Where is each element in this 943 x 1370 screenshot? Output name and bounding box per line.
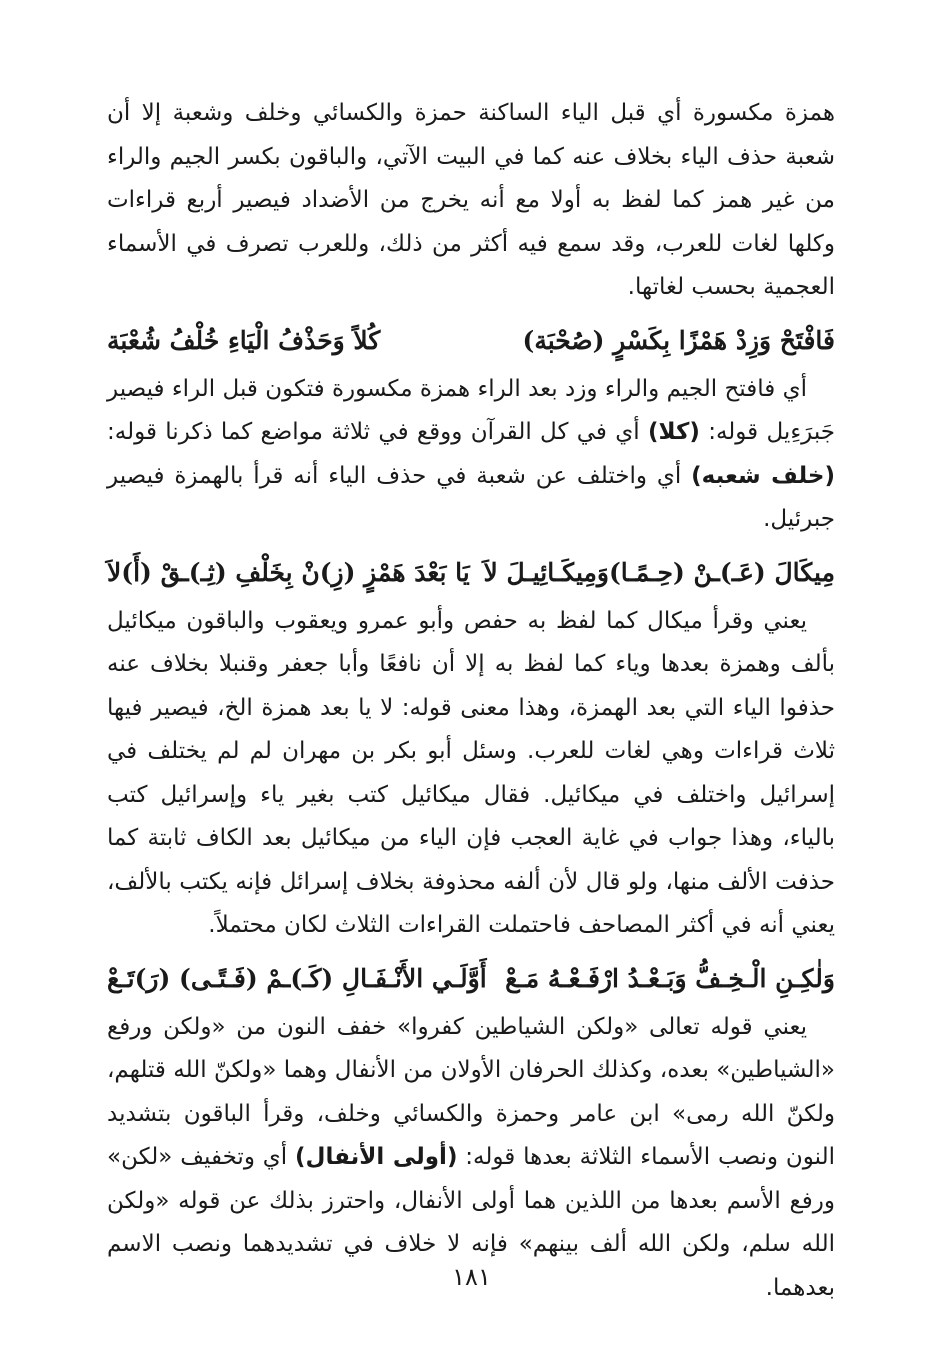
paragraph-2-term-1: (كلا) bbox=[648, 419, 700, 445]
paragraph-2-text-2: أي في كل القرآن ووقع في ثلاثة مواضع كما ذكرنا قوله: bbox=[107, 419, 648, 445]
paragraph-2-text-3: أي واختلف عن شعبة في حذف الياء أنه قرأ بالهمزة فيصير جبرئيل. bbox=[107, 462, 835, 532]
verse-3-first-hemistich: وَلٰكِـنِ الْـخِـفُّ وَبَـعْـدُ ارْفَـعْـهُ مَـعْ bbox=[505, 963, 835, 993]
paragraph-4-term-1: (أولى الأنفال) bbox=[295, 1144, 458, 1170]
poem-verse-3 bbox=[107, 957, 835, 1001]
poem-verse-2 bbox=[107, 551, 835, 595]
verse-2-second-hemistich: يَا بَعْدَ هَمْزٍ (زِ)نْ بِخَلْفِ (ثِـ)ـقْ (أَ)لاَ bbox=[107, 557, 470, 587]
verse-1-first-hemistich: فَافْتَحْ وَزِدْ هَمْزًا بِكَسْرٍ (صُحْبَة) bbox=[522, 325, 835, 355]
paragraph-4-text-1: يعني قوله تعالى «ولكن الشياطين كفروا» خفف النون من «ولكن ورفع «الشياطين» بعده، وكذلك الحرفان الأولان من الأنفال وهما «ولكنّ الله قتلهم، ولكنّ الله رمى» ابن عامر وحمزة والكسائي وخلف، وقرأ الباقون بتشديد النون ونصب الأسماء الثلاثة بعدها قوله: bbox=[107, 1013, 835, 1170]
commentary-paragraph-1: همزة مكسورة أي قبل الياء الساكنة حمزة والكسائي وخلف وشعبة إلا أن شعبة حذف الياء بخلاف عنه كما في البيت الآتي، والباقون بكسر الجيم والراء من غير همز كما لفظ به أولا مع أنه يخرج من الأضداد فيصير أربع قراءات وكلها لغات للعرب، وقد سمع فيه أكثر من ذلك، وللعرب تصرف في الأسماء العجمية بحسب لغاتها. bbox=[107, 100, 835, 300]
verse-2-first-hemistich: مِيكَالَ (عَـ)ـنْ (حِـمًـا)وَمِيكَـائِيـلَ لاَ bbox=[483, 557, 835, 587]
commentary-paragraph-2 bbox=[107, 368, 835, 542]
paragraph-2-term-2: (خلف شعبه) bbox=[691, 462, 835, 489]
page-content bbox=[107, 92, 835, 1310]
paragraph-2-text-1: أي فافتح الجيم والراء وزد بعد الراء همزة مكسورة فتكون قبل الراء فيصير جَبرَءِيل قوله: bbox=[107, 375, 835, 445]
commentary-paragraph-3: يعني وقرأ ميكال كما لفظ به حفص وأبو عمرو ويعقوب والباقون ميكائيل بألف وهمزة بعدها وياء كما لفظ به إلا أن نافعًا وأبا جعفر وقنبلا بخلاف عنه حذفوا الياء التي بعد الهمزة، وهذا معنى قوله: لا يا بعد همزة الخ، فيصير فيها ثلاث قراءات وهي لغات للعرب. وسئل أبو بكر بن مهران لم لم يختلف في إسرائيل واختلف في ميكائيل. فقال ميكائيل كتب بغير ياء وإسرائيل كتب بالياء، وهذا جواب في غاية العجب فإن الياء من ميكائيل بعد الكاف ثابتة كما حذفت الألف منها، ولو قال لأن ألفه محذوفة بخلاف إسرائل فإنه يكتب بالألف، يعني أنه في أكثر المصاحف فاحتملت القراءات الثلاث لكان محتملاً. bbox=[107, 607, 835, 938]
paragraph-4-text-2: أي وتخفيف «لكن» ورفع الأسم بعدها من اللذين هما أولى الأنفال، واحترز بذلك عن قوله «ولكن الله سلم، ولكن الله ألف بينهم» فإنه لا خلاف في تشديدهما ونصب الاسم بعدهما. bbox=[107, 1144, 835, 1301]
page-number: ١٨١ bbox=[452, 1263, 491, 1291]
poem-verse-1 bbox=[107, 319, 835, 363]
verse-3-second-hemistich: أَوَّلَـي الأَنْـفَـالِ (كَـ)ـمْ (فَـتًـى) (رَ)تَـعْ bbox=[107, 963, 487, 993]
verse-1-second-hemistich: كُلاً وَحَذْفُ الْيَاءِ خُلْفُ شُعْبَة bbox=[107, 325, 381, 355]
